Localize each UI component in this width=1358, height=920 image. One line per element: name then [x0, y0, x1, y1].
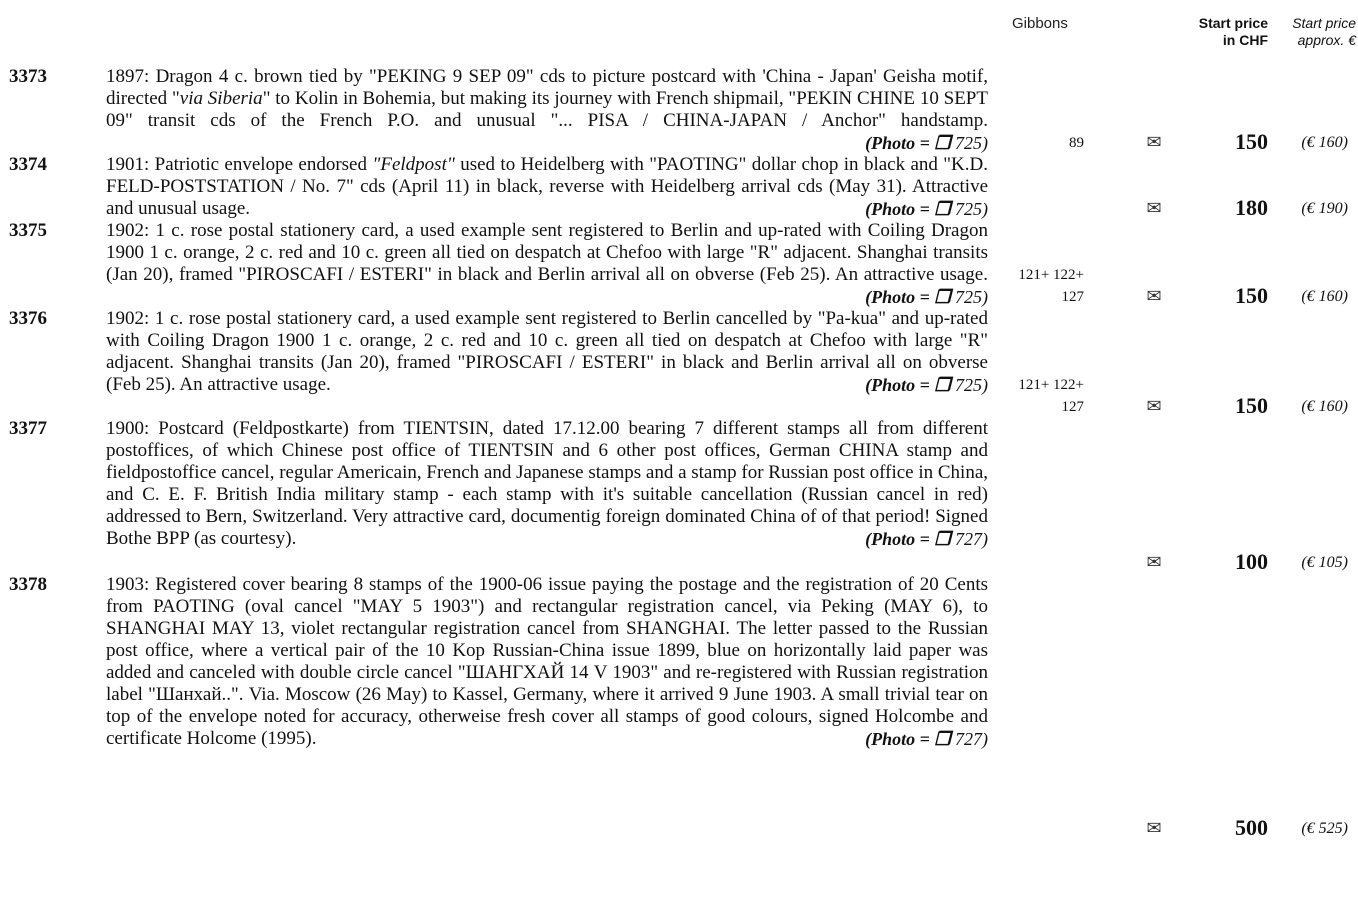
- desc-text: 1897: Dragon 4 c. brown tied by "PEKING 9 SEP 09" cds to picture postcard with 'China - Japan' Geisha motif, directed ": [106, 66, 988, 109]
- lot-description: [106, 154, 988, 220]
- desc-text: 1901: Patriotic envelope endorsed: [106, 154, 373, 175]
- lot-number: 3375: [9, 220, 47, 241]
- lot-number: 3373: [9, 66, 47, 87]
- photo-reference[interactable]: (Photo = ❐ 725): [865, 133, 988, 153]
- lot-number: 3378: [9, 574, 47, 595]
- lot-row: [0, 220, 1358, 308]
- lot-number: 3376: [9, 308, 47, 329]
- lot-description: [106, 418, 988, 550]
- lot-row: [0, 154, 1358, 220]
- column-header: [0, 12, 1358, 64]
- start-price-eur: (€ 160): [1301, 398, 1348, 415]
- photo-page-icon: ❐: [934, 375, 951, 395]
- photo-reference[interactable]: (Photo = ❐ 727): [865, 729, 988, 749]
- lot-row: [0, 574, 1358, 840]
- lot-description: [106, 66, 988, 154]
- photo-page-icon: ❐: [934, 133, 951, 153]
- lot-description: [106, 220, 988, 308]
- cover-icon: ✉: [1146, 396, 1162, 417]
- desc-text: 1902: 1 c. rose postal stationery card, a used example sent registered to Berlin and up-rated with Coiling Dragon 1900 1 c. orange, 2 c. red and 10 c. green all tied on despatch at Chefoo with large "R" adjacent. Shanghai transits (Jan 20), framed "PIROSCAFI / ESTERI" in black and Berlin arrival all on obverse (Feb 25). An attractive usage.: [106, 220, 988, 285]
- gibbons-number: 121+ 122+ 127: [1018, 377, 1084, 415]
- start-price-chf: 150: [1235, 129, 1268, 154]
- desc-text-italic: "Feldpost": [372, 154, 455, 175]
- photo-page-icon: ❐: [934, 529, 951, 549]
- start-price-eur: (€ 190): [1301, 200, 1348, 217]
- lot-list: [0, 66, 1358, 840]
- photo-reference[interactable]: (Photo = ❐ 725): [865, 199, 988, 219]
- cover-icon: ✉: [1146, 552, 1162, 573]
- lot-number: 3377: [9, 418, 47, 439]
- photo-reference[interactable]: (Photo = ❐ 725): [865, 375, 988, 395]
- gibbons-number: 121+ 122+ 127: [1018, 267, 1084, 305]
- start-price-eur: (€ 525): [1301, 820, 1348, 837]
- start-price-approx-label: Start price: [1292, 15, 1356, 31]
- gibbons-number: 89: [1069, 135, 1084, 151]
- desc-text: 1903: Registered cover bearing 8 stamps of the 1900-06 issue paying the postage and the registration of 20 Cents from PAOTING (oval cancel "MAY 5 1903") and rectangular registration cancel, via Peking (MAY 6), to SHANGHAI MAY 13, violet rectangular registration cancel from SHANGHAI. The letter passed to the Russian post office, where a vertical pair of the 10 Kop Russian-China issue 1899, blue on horizontally laid paper was added and canceled with double circle cancel "ШАНГХАЙ 14 V 1903" and re-registered with Russian registration label "Шанхай..". Via. Moscow (26 May) to Kassel, Germany, where it arrived 9 June 1903. A small trivial tear on top of the envelope noted for accuracy, otherweise fresh cover all stamps of good colours, signed Holcombe and certificate Holcome (1995).: [106, 574, 988, 749]
- start-price-chf-header: [1178, 15, 1268, 49]
- desc-text: used to Heidelberg with "PAOTING" dollar chop in black and "K.D. FELD-POSTSTATION / No. 7" cds (April 11) in black, reverse with Heidelberg arrival cds (May 31). Attractive and unusual usage.: [106, 154, 988, 219]
- lot-row: [0, 418, 1358, 574]
- photo-reference[interactable]: (Photo = ❐ 725): [865, 287, 988, 307]
- start-price-label: Start price: [1198, 15, 1268, 31]
- photo-page-icon: ❐: [934, 199, 951, 219]
- desc-text: 1902: 1 c. rose postal stationery card, a used example sent registered to Berlin cancelled by "Pa-kua" and up-rated with Coiling Dragon 1900 1 c. orange, 2 c. red and 10 c. green all tied on despatch at Chefoo with large "R" adjacent. Shanghai transits (Jan 20), framed "PIROSCAFI / ESTERI" in black and Berlin arrival all on obverse (Feb 25). An attractive usage.: [106, 308, 988, 395]
- start-price-chf: 150: [1235, 283, 1268, 308]
- start-price-eur: (€ 160): [1301, 288, 1348, 305]
- photo-page-icon: ❐: [934, 729, 951, 749]
- start-price-chf: 500: [1235, 815, 1268, 840]
- lot-row: [0, 308, 1358, 418]
- cover-icon: ✉: [1146, 818, 1162, 839]
- start-price-eur: (€ 160): [1301, 134, 1348, 151]
- start-price-chf: 150: [1235, 393, 1268, 418]
- photo-page-icon: ❐: [934, 287, 951, 307]
- desc-text: 1900: Postcard (Feldpostkarte) from TIENTSIN, dated 17.12.00 bearing 7 different stamps all from different postoffices, of which Chinese post office of TIENTSIN and 6 other post offices, German CHINA stamp and fieldpostoffice cancel, regular Americain, French and Japanese stamps and a stamp for Russian post office in China, and C. E. F. British India military stamp - each stamp with it's suitable cancellation (Russian cancel in red) addressed to Bern, Switzerland. Very attractive card, documentig foreign dominated China of of that period! Signed Bothe BPP (as courtesy).: [106, 418, 989, 549]
- start-price-chf: 100: [1235, 549, 1268, 574]
- desc-text-italic: via Siberia: [179, 88, 263, 109]
- approx-eur-label: approx. €: [1297, 32, 1356, 48]
- start-price-chf: 180: [1235, 195, 1268, 220]
- lot-row: [0, 66, 1358, 154]
- cover-icon: ✉: [1146, 198, 1162, 219]
- lot-number: 3374: [9, 154, 47, 175]
- cover-icon: ✉: [1146, 132, 1162, 153]
- photo-reference[interactable]: (Photo = ❐ 727): [865, 529, 988, 549]
- gibbons-column-header: Gibbons: [1012, 15, 1068, 32]
- lot-description: [106, 574, 988, 750]
- lot-description: [106, 308, 988, 396]
- start-price-eur: (€ 105): [1301, 554, 1348, 571]
- start-price-eur-header: [1270, 15, 1356, 49]
- in-chf-label: in CHF: [1222, 32, 1268, 48]
- cover-icon: ✉: [1146, 286, 1162, 307]
- desc-text: " to Kolin in Bohemia, but making its journey with French shipmail, "PEKIN CHINE 10 SEPT 09" transit cds of the French P.O. and unusual "... PISA / CHINA-JAPAN / Anchor" handstamp.: [106, 88, 988, 131]
